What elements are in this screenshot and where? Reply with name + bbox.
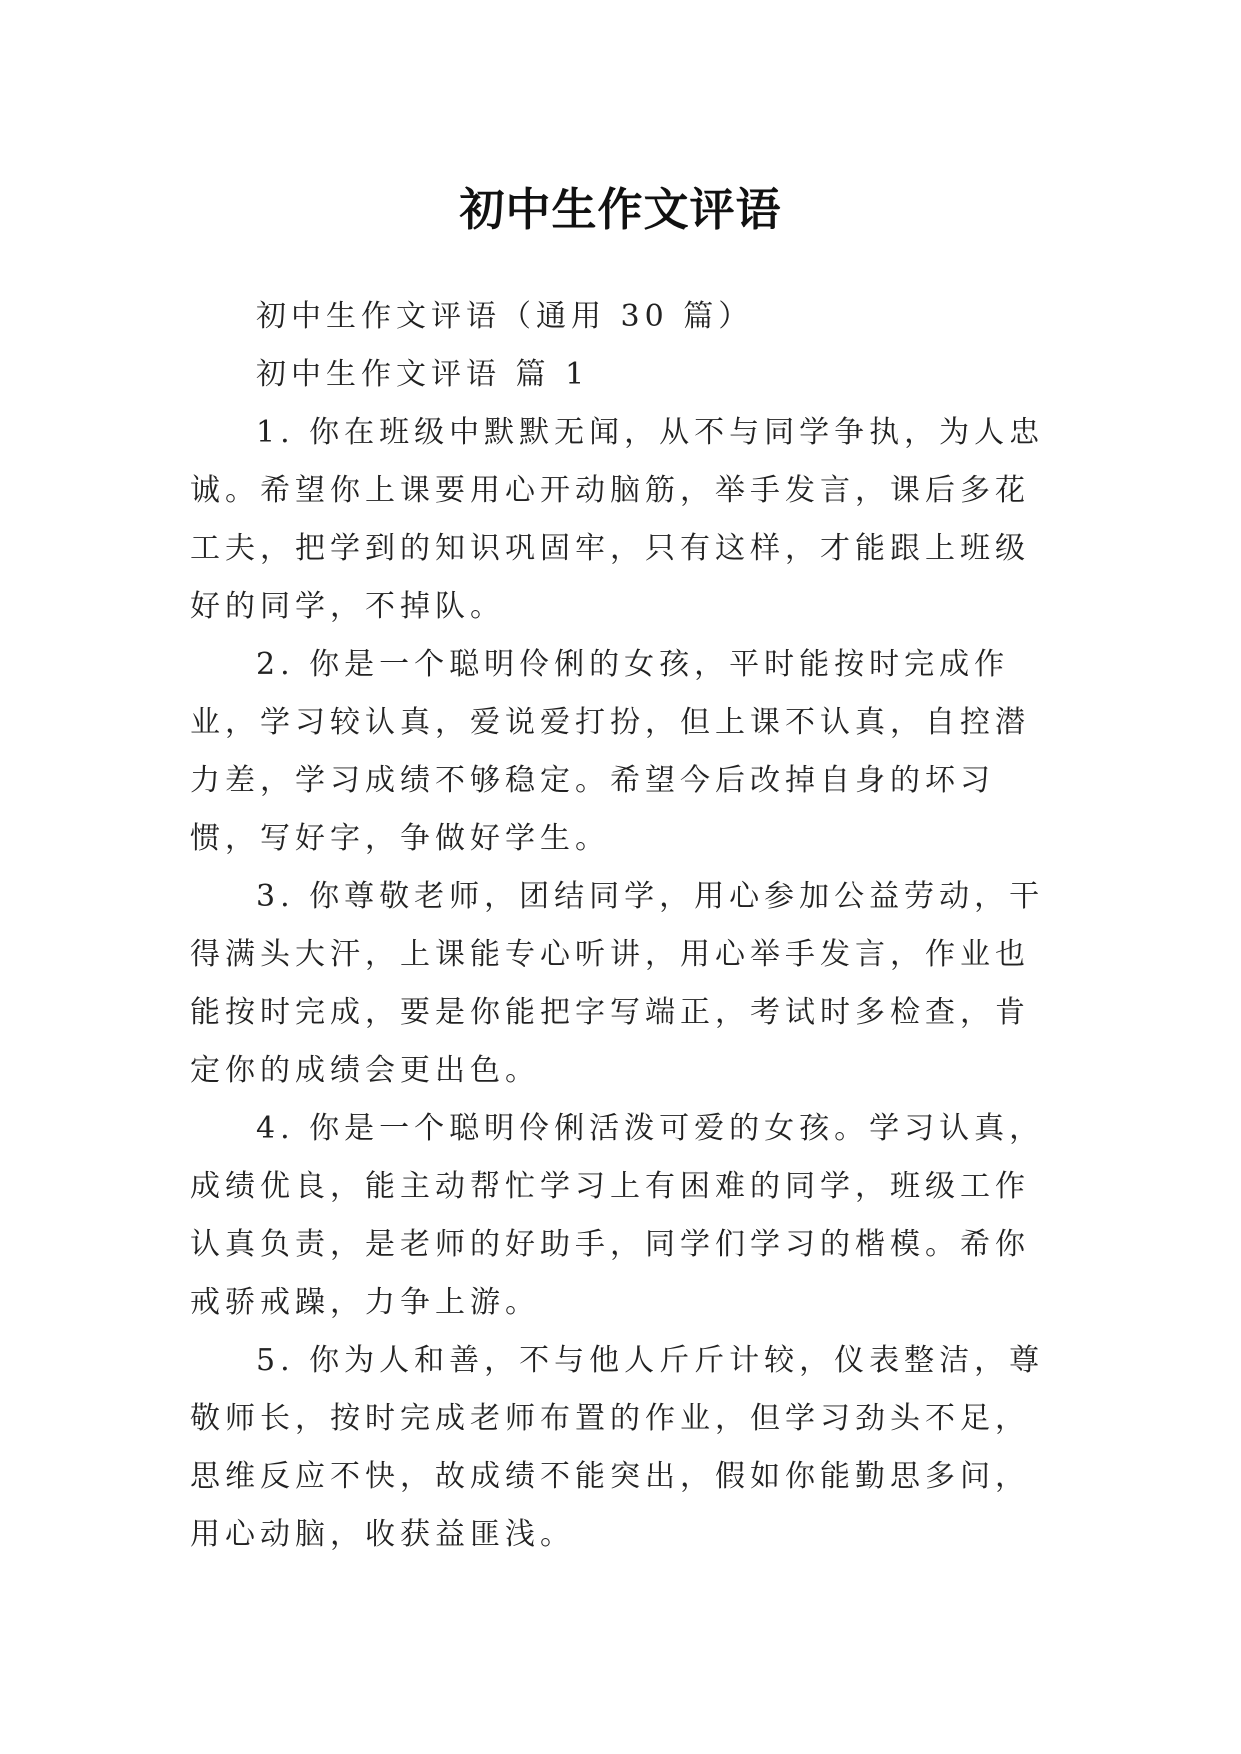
section-heading: 初中生作文评语 篇 1 [256,357,590,392]
comment-paragraph-4: 4. 你是一个聪明伶俐活泼可爱的女孩。学习认真，成绩优良，能主动帮忙学习上有困难的同学，班级工作认真负责，是老师的好助手，同学们学习的楷模。希你戒骄戒躁，力争上游。 [190,1111,1045,1320]
comment-paragraph-5: 5. 你为人和善，不与他人斤斤计较，仪表整洁，尊敬师长，按时完成老师布置的作业，但学习劲头不足，思维反应不快，故成绩不能突出，假如你能勤思多问，用心动脑，收获益匪浅。 [190,1343,1045,1552]
document-subtitle: 初中生作文评语（通用 30 篇） [256,299,754,334]
comment-paragraph-3: 3. 你尊敬老师，团结同学，用心参加公益劳动，干得满头大汗，上课能专心听讲，用心举手发言，作业也能按时完成，要是你能把字写端正，考试时多检查，肯定你的成绩会更出色。 [190,879,1045,1088]
document-body [190,288,1060,1564]
document-title: 初中生作文评语 [459,183,782,237]
comment-paragraph-2: 2. 你是一个聪明伶俐的女孩，平时能按时完成作业，学习较认真，爱说爱打扮，但上课不认真，自控潜力差，学习成绩不够稳定。希望今后改掉自身的坏习惯，写好字，争做好学生。 [190,647,1030,856]
comment-paragraph-1: 1. 你在班级中默默无闻，从不与同学争执，为人忠诚。希望你上课要用心开动脑筋，举手发言，课后多花工夫，把学到的知识巩固牢，只有这样，才能跟上班级好的同学，不掉队。 [190,415,1045,624]
